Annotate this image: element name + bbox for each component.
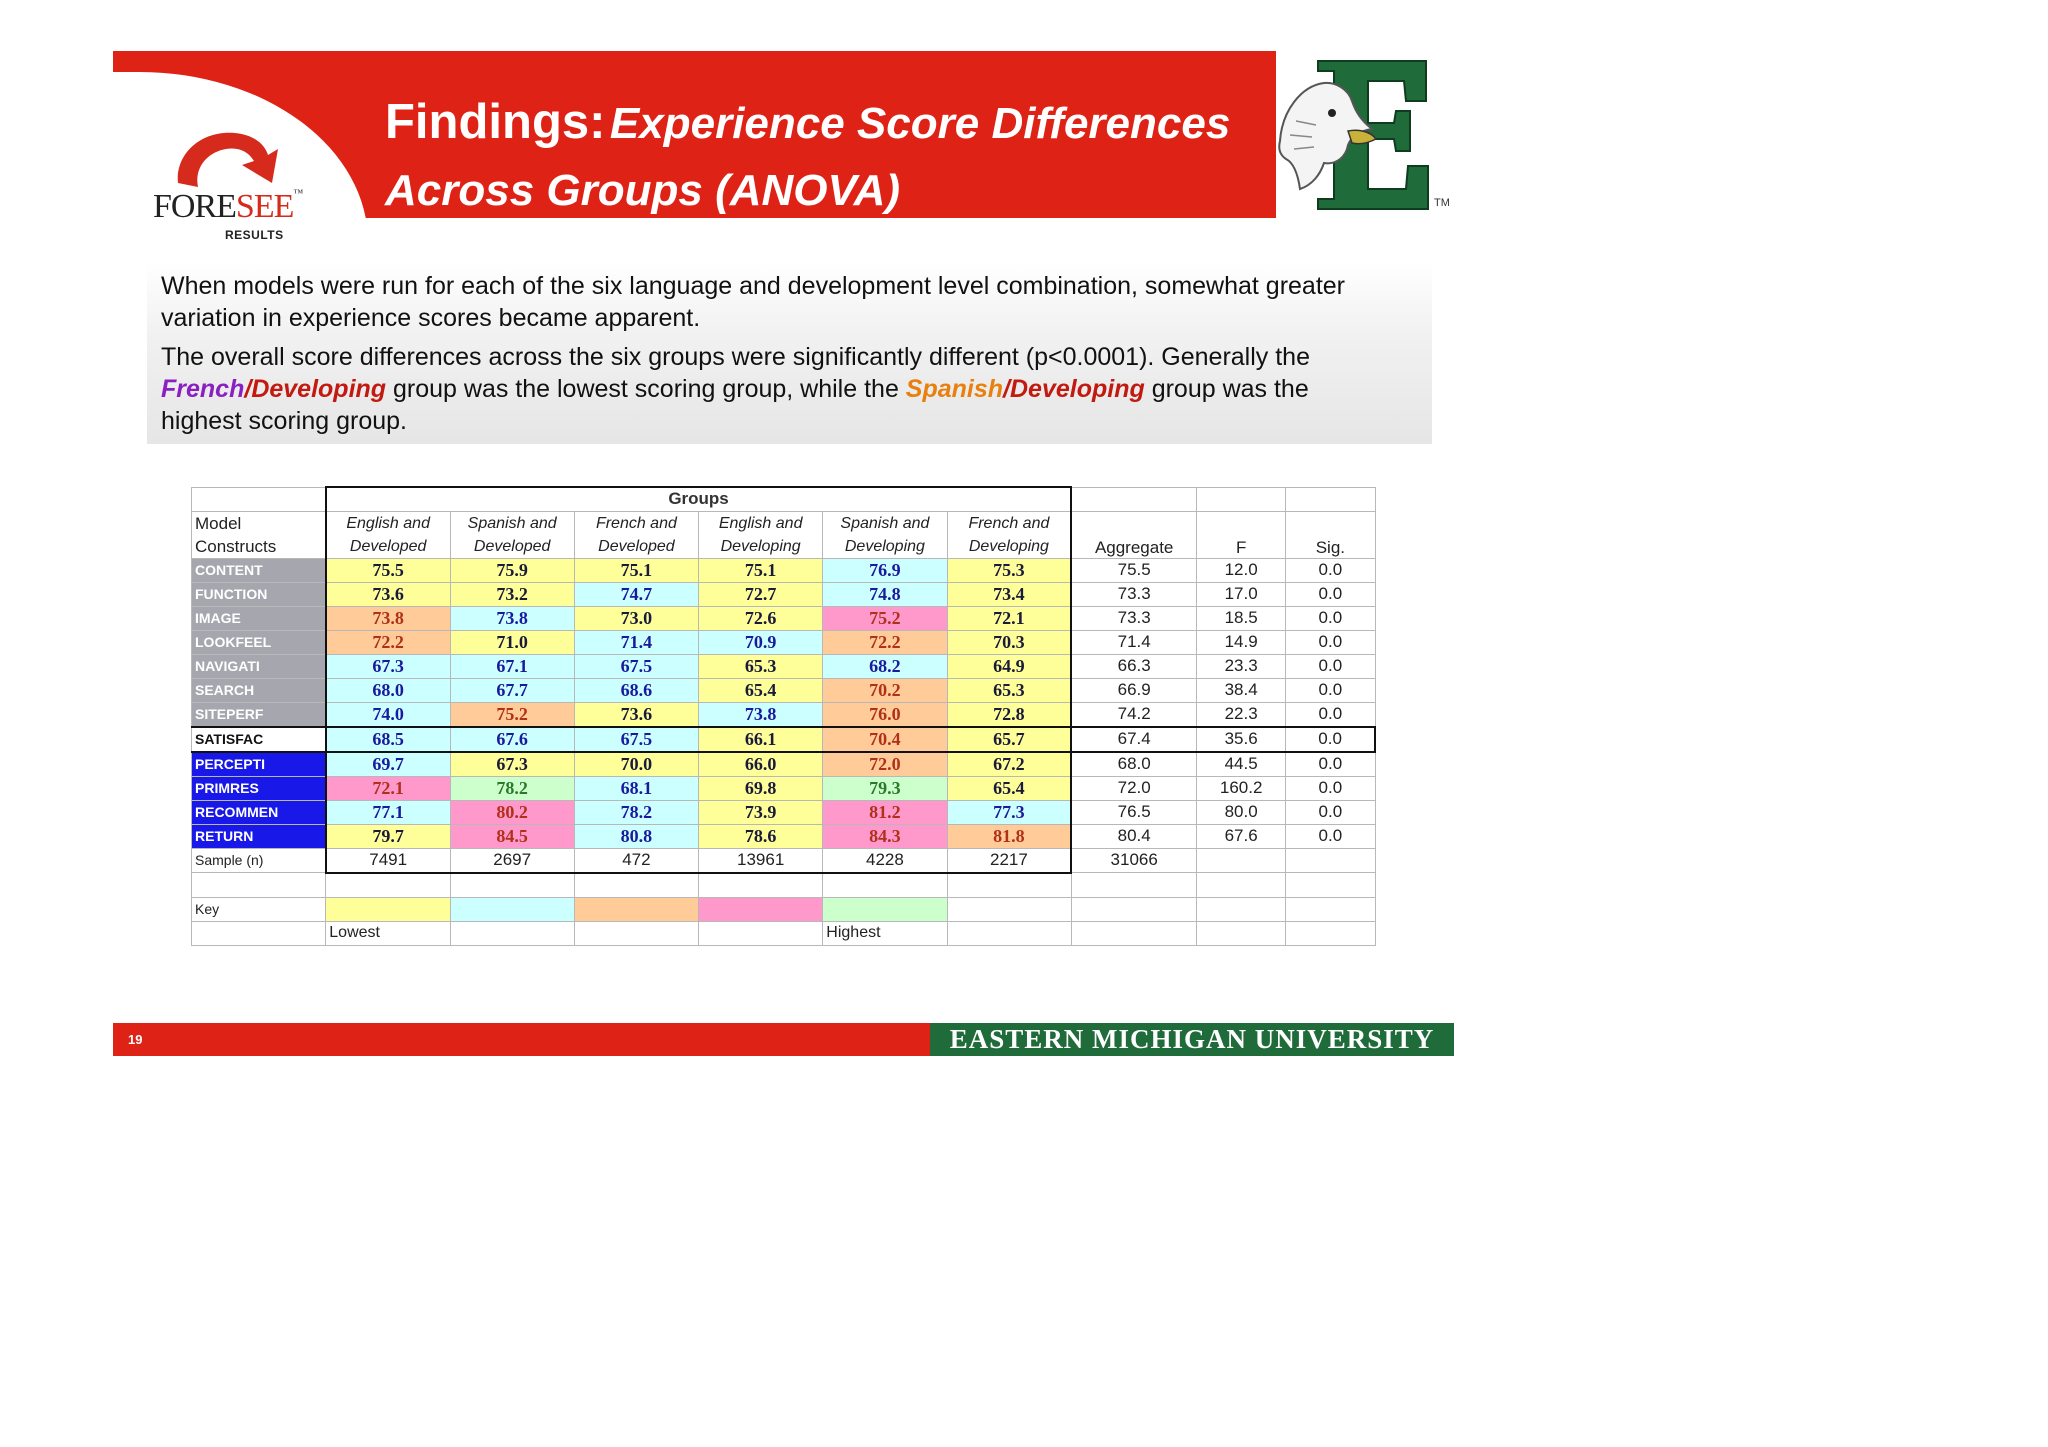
sig-cell: 0.0 — [1286, 727, 1375, 752]
table-row — [192, 702, 1376, 727]
score-cell: 75.5 — [326, 558, 450, 582]
key-swatch-orange — [574, 897, 698, 921]
foresee-wordmark: FORESEE™ — [153, 188, 303, 225]
aggregate-cell: 66.9 — [1071, 678, 1196, 702]
group-header: French and Developing — [947, 511, 1071, 558]
construct-label: CONTENT — [192, 558, 326, 582]
score-cell: 77.1 — [326, 800, 450, 824]
f-cell: 14.9 — [1197, 630, 1286, 654]
f-header: F — [1197, 511, 1286, 558]
score-cell: 65.3 — [699, 654, 823, 678]
construct-label: SITEPERF — [192, 702, 326, 727]
score-cell: 73.8 — [699, 702, 823, 727]
score-cell: 78.2 — [450, 776, 574, 800]
score-cell: 72.1 — [947, 606, 1071, 630]
key-swatch-yellow — [326, 897, 450, 921]
key-lowest: Lowest — [326, 921, 450, 945]
construct-label: LOOKFEEL — [192, 630, 326, 654]
table-row — [192, 727, 1376, 752]
score-cell: 73.4 — [947, 582, 1071, 606]
sample-label: Sample (n) — [192, 848, 326, 873]
page-number: 19 — [128, 1032, 143, 1047]
score-cell: 67.3 — [450, 752, 574, 777]
score-cell: 75.3 — [947, 558, 1071, 582]
anova-table — [191, 486, 1376, 946]
paragraph-1: When models were run for each of the six language and development level combination, somewhat greater variation in experience scores became apparent. — [161, 272, 1346, 332]
f-cell: 38.4 — [1197, 678, 1286, 702]
score-cell: 75.1 — [574, 558, 698, 582]
foresee-results-text: RESULTS — [225, 228, 284, 242]
aggregate-cell: 75.5 — [1071, 558, 1196, 582]
sample-cell: 472 — [574, 848, 698, 873]
score-cell: 66.1 — [699, 727, 823, 752]
table-row — [192, 678, 1376, 702]
aggregate-cell: 74.2 — [1071, 702, 1196, 727]
score-cell: 72.7 — [699, 582, 823, 606]
emu-eagle-logo — [1276, 51, 1454, 218]
sig-cell: 0.0 — [1286, 654, 1375, 678]
score-cell: 68.6 — [574, 678, 698, 702]
score-cell: 78.2 — [574, 800, 698, 824]
score-cell: 70.4 — [823, 727, 947, 752]
score-cell: 84.5 — [450, 824, 574, 848]
score-cell: 79.7 — [326, 824, 450, 848]
sig-cell: 0.0 — [1286, 776, 1375, 800]
table-row — [192, 630, 1376, 654]
score-cell: 81.2 — [823, 800, 947, 824]
aggregate-cell: 73.3 — [1071, 582, 1196, 606]
groups-header: Groups — [326, 487, 1072, 511]
score-cell: 75.1 — [699, 558, 823, 582]
score-cell: 79.3 — [823, 776, 947, 800]
score-cell: 84.3 — [823, 824, 947, 848]
column-header-row — [192, 511, 1376, 558]
table-row — [192, 582, 1376, 606]
aggregate-cell: 66.3 — [1071, 654, 1196, 678]
score-cell: 72.2 — [823, 630, 947, 654]
sample-aggregate-cell: 31066 — [1071, 848, 1196, 873]
construct-label: FUNCTION — [192, 582, 326, 606]
construct-label: IMAGE — [192, 606, 326, 630]
score-cell: 67.5 — [574, 727, 698, 752]
sample-cell: 7491 — [326, 848, 450, 873]
sample-row — [192, 848, 1376, 873]
table-row — [192, 752, 1376, 777]
score-cell: 73.8 — [450, 606, 574, 630]
sig-cell: 0.0 — [1286, 630, 1375, 654]
f-cell: 23.3 — [1197, 654, 1286, 678]
construct-label: PRIMRES — [192, 776, 326, 800]
score-cell: 69.8 — [699, 776, 823, 800]
key-swatch-green — [823, 897, 947, 921]
score-cell: 65.3 — [947, 678, 1071, 702]
sig-cell: 0.0 — [1286, 702, 1375, 727]
svg-text:TM: TM — [1434, 197, 1450, 209]
score-cell: 78.6 — [699, 824, 823, 848]
score-cell: 75.2 — [823, 606, 947, 630]
groups-header-row — [192, 487, 1376, 511]
score-cell: 81.8 — [947, 824, 1071, 848]
f-cell: 12.0 — [1197, 558, 1286, 582]
score-cell: 67.5 — [574, 654, 698, 678]
highlight-spanish: Spanish — [905, 375, 1004, 403]
key-label: Key — [192, 897, 326, 921]
sample-cell: 2217 — [947, 848, 1071, 873]
sig-cell: 0.0 — [1286, 582, 1375, 606]
group-header: English and Developing — [699, 511, 823, 558]
score-cell: 65.4 — [947, 776, 1071, 800]
f-cell: 35.6 — [1197, 727, 1286, 752]
score-cell: 72.2 — [326, 630, 450, 654]
sig-cell: 0.0 — [1286, 678, 1375, 702]
score-cell: 73.6 — [326, 582, 450, 606]
score-cell: 80.2 — [450, 800, 574, 824]
table-row — [192, 654, 1376, 678]
score-cell: 76.9 — [823, 558, 947, 582]
highlight-developing-1: Developing — [251, 375, 387, 403]
paragraph-2: The overall score differences across the six groups were significantly different (p<0.0001). Generally the French/Developing group was the lowest scoring group, while the Spanish/Developing group was the highest scoring group. — [161, 343, 1310, 435]
aggregate-cell: 72.0 — [1071, 776, 1196, 800]
aggregate-header: Aggregate — [1071, 511, 1196, 558]
score-cell: 76.0 — [823, 702, 947, 727]
construct-label: SEARCH — [192, 678, 326, 702]
score-cell: 68.5 — [326, 727, 450, 752]
page-title: Findings: Experience Score Differences Across Groups (ANOVA) — [385, 95, 1231, 215]
f-cell: 22.3 — [1197, 702, 1286, 727]
group-header: French and Developed — [574, 511, 698, 558]
score-cell: 71.4 — [574, 630, 698, 654]
sample-cell: 13961 — [699, 848, 823, 873]
key-swatch-cyan — [450, 897, 574, 921]
score-cell: 72.0 — [823, 752, 947, 777]
score-cell: 70.0 — [574, 752, 698, 777]
f-cell: 67.6 — [1197, 824, 1286, 848]
score-cell: 67.7 — [450, 678, 574, 702]
sample-cell: 4228 — [823, 848, 947, 873]
foresee-arrow-icon — [160, 125, 280, 195]
score-cell: 64.9 — [947, 654, 1071, 678]
score-cell: 72.8 — [947, 702, 1071, 727]
sig-cell: 0.0 — [1286, 824, 1375, 848]
construct-label: SATISFAC — [192, 727, 326, 752]
aggregate-cell: 67.4 — [1071, 727, 1196, 752]
key-legend-row — [192, 921, 1376, 945]
key-row — [192, 897, 1376, 921]
construct-label: RECOMMEN — [192, 800, 326, 824]
group-header: Spanish and Developed — [450, 511, 574, 558]
score-cell: 70.3 — [947, 630, 1071, 654]
key-highest: Highest — [823, 921, 947, 945]
aggregate-cell: 68.0 — [1071, 752, 1196, 777]
construct-label: NAVIGATI — [192, 654, 326, 678]
score-cell: 67.2 — [947, 752, 1071, 777]
score-cell: 75.9 — [450, 558, 574, 582]
sig-cell: 0.0 — [1286, 558, 1375, 582]
group-header: Spanish and Developing — [823, 511, 947, 558]
sig-cell: 0.0 — [1286, 606, 1375, 630]
score-cell: 75.2 — [450, 702, 574, 727]
aggregate-cell: 80.4 — [1071, 824, 1196, 848]
score-cell: 65.7 — [947, 727, 1071, 752]
eagle-e-icon — [1276, 51, 1454, 218]
score-cell: 70.2 — [823, 678, 947, 702]
score-cell: 73.8 — [326, 606, 450, 630]
aggregate-cell: 71.4 — [1071, 630, 1196, 654]
construct-label: PERCEPTI — [192, 752, 326, 777]
table-row — [192, 824, 1376, 848]
table-row — [192, 606, 1376, 630]
score-cell: 74.0 — [326, 702, 450, 727]
score-cell: 69.7 — [326, 752, 450, 777]
f-cell: 80.0 — [1197, 800, 1286, 824]
f-cell: 44.5 — [1197, 752, 1286, 777]
score-cell: 68.2 — [823, 654, 947, 678]
group-header: English and Developed — [326, 511, 450, 558]
f-cell: 17.0 — [1197, 582, 1286, 606]
university-name: EASTERN MICHIGAN UNIVERSITY — [949, 1024, 1435, 1054]
score-cell: 73.2 — [450, 582, 574, 606]
score-cell: 72.6 — [699, 606, 823, 630]
table-row — [192, 800, 1376, 824]
aggregate-cell: 76.5 — [1071, 800, 1196, 824]
score-cell: 68.0 — [326, 678, 450, 702]
f-cell: 160.2 — [1197, 776, 1286, 800]
score-cell: 74.7 — [574, 582, 698, 606]
score-cell: 66.0 — [699, 752, 823, 777]
score-cell: 67.1 — [450, 654, 574, 678]
sample-cell: 2697 — [450, 848, 574, 873]
score-cell: 73.9 — [699, 800, 823, 824]
sig-header: Sig. — [1286, 511, 1375, 558]
score-cell: 65.4 — [699, 678, 823, 702]
score-cell: 71.0 — [450, 630, 574, 654]
score-cell: 72.1 — [326, 776, 450, 800]
highlight-french: French — [161, 375, 245, 403]
score-cell: 80.8 — [574, 824, 698, 848]
score-cell: 68.1 — [574, 776, 698, 800]
highlight-developing-2: Developing — [1010, 375, 1145, 403]
empty-row — [192, 873, 1376, 898]
score-cell: 67.6 — [450, 727, 574, 752]
f-cell: 18.5 — [1197, 606, 1286, 630]
sig-cell: 0.0 — [1286, 800, 1375, 824]
sig-cell: 0.0 — [1286, 752, 1375, 777]
model-constructs-header: Model Constructs — [192, 511, 326, 558]
score-cell: 74.8 — [823, 582, 947, 606]
score-cell: 77.3 — [947, 800, 1071, 824]
foresee-logo — [150, 125, 303, 245]
table-row — [192, 558, 1376, 582]
score-cell: 73.0 — [574, 606, 698, 630]
construct-label: RETURN — [192, 824, 326, 848]
score-cell: 73.6 — [574, 702, 698, 727]
key-swatch-pink — [699, 897, 823, 921]
score-cell: 67.3 — [326, 654, 450, 678]
table-row — [192, 776, 1376, 800]
aggregate-cell: 73.3 — [1071, 606, 1196, 630]
score-cell: 70.9 — [699, 630, 823, 654]
